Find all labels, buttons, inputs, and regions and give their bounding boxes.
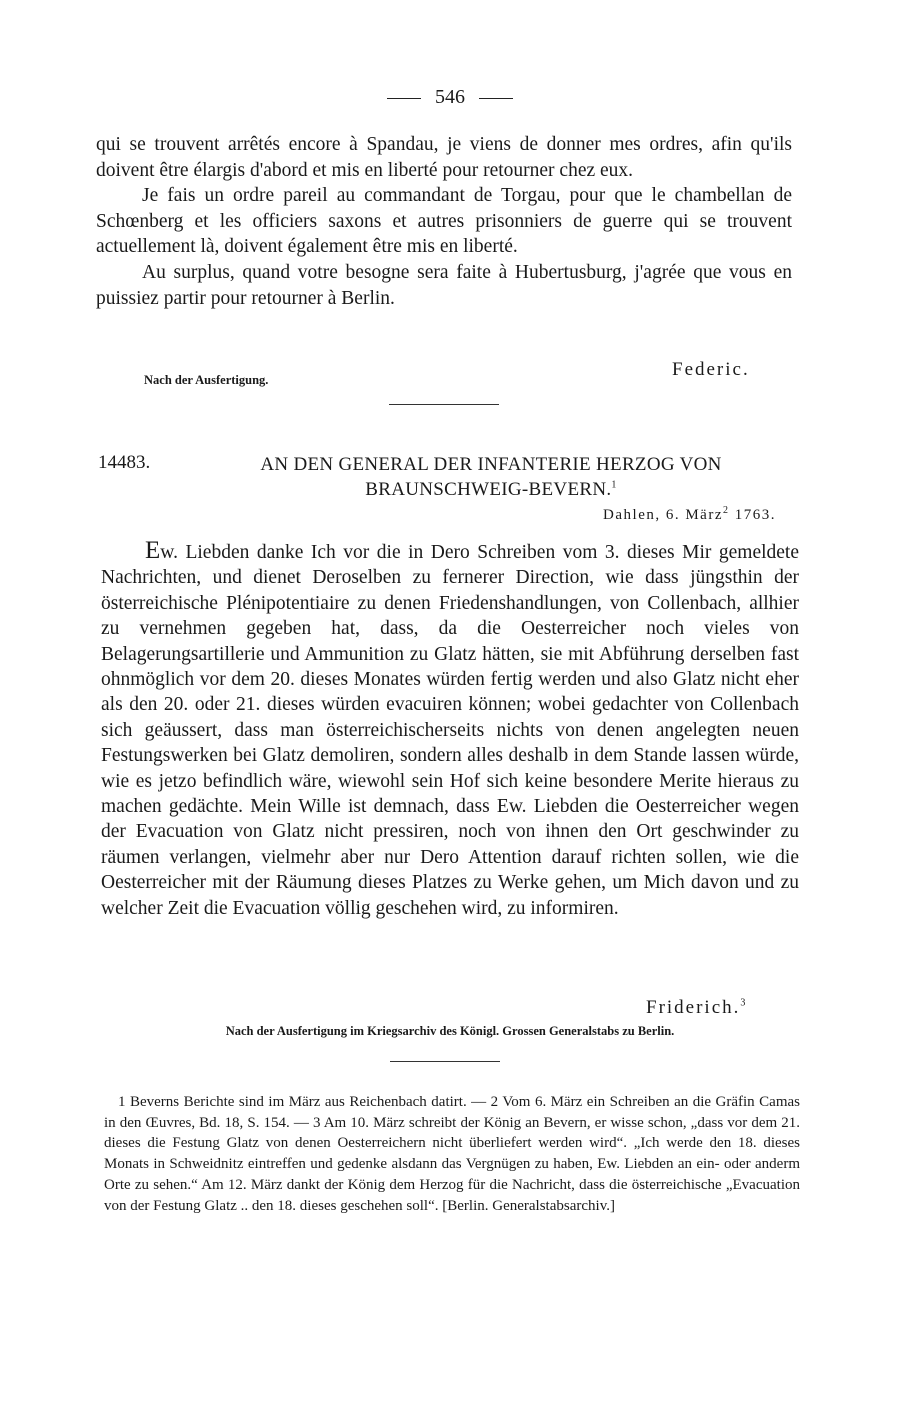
page-number <box>0 86 900 109</box>
footnote-separator <box>390 1061 500 1062</box>
letter1-paragraph: Je fais un ordre pareil au commandant de Torgau, pour que le chambellan de Schœnberg et les officiers saxons et autres prisonniers de guerre qui se trouvent actuellement là, doivent également être mis en liberté. <box>96 185 792 258</box>
footnotes <box>104 1092 800 1216</box>
dateline-place-date: Dahlen, 6. März <box>603 507 723 523</box>
letter2-body <box>101 538 799 921</box>
page-number-dash-left <box>387 98 421 99</box>
footnote-ref-2: 2 <box>723 505 730 516</box>
letter2-signature-text: Friderich. <box>646 997 741 1018</box>
letter2-body-text: w. Liebden danke Ich vor die in Dero Schreiben vom 3. dieses Mir gemeldete Nachrichten, und dienet Deroselben zu fernerer Direction, wie dass jüngsthin der österreichische Plénipotentiaire zu denen Friedenshandlungen, von Collenbach, allhier zu vernehmen gegeben hat, dass, da die Oesterreicher noch vieles von Belagerungsartillerie und Ammunition zu Glatz hätten, sie mit Abführung derselben fast ohnmöglich vor dem 20. dieses Monates würden fertig werden und also Glatz nicht eher als den 20. oder 21. dieses würden evacuiren können; wobei gedachter von Collenbach sich geäussert, dass man österreichischerseits nichts von denen angelegten neuen Festungswerken bei Glatz demoliren, sondern alles deshalb in dem Stande lassen würde, wie es jetzo befindlich wäre, wiewohl sein Hof sich keine besondere Merite hieraus zu machen gedächte. Mein Wille ist demnach, dass Ew. Liebden die Oesterreicher wegen der Evacuation von Glatz nicht pressiren, noch von ihnen den Ort geschwinder zu räumen verlangen, vielmehr aber nur Dero Attention darauf richten sollen, wie die Oesterreicher mit der Räumung dieses Platzes zu Werke gehen, um Mich davon und zu welcher Zeit die Evacuation völlig geschehen wird, zu informiren. <box>101 542 799 919</box>
dateline <box>603 507 776 524</box>
page-number-value: 546 <box>435 86 465 108</box>
drop-cap: E <box>145 537 161 564</box>
letter-heading <box>188 452 794 502</box>
letter-number: 14483. <box>98 452 151 473</box>
page-number-dash-right <box>479 98 513 99</box>
letter1-text <box>96 132 792 311</box>
letter2-signature <box>646 997 747 1019</box>
dateline-year: 1763. <box>734 507 776 523</box>
separator-rule <box>389 404 499 405</box>
footnote-ref-3: 3 <box>740 997 748 1009</box>
letter1-source-note: Nach der Ausfertigung. <box>144 373 269 387</box>
letter1-signature: Federic. <box>672 359 750 380</box>
letter2-paragraph <box>101 538 799 921</box>
footnotes-text: 1 Beverns Berichte sind im März aus Reichenbach datirt. — 2 Vom 6. März ein Schreiben an die Gräfin Camas in den Œuvres, Bd. 18, S. 154. — 3 Am 10. März schreibt der König an Bevern, er wisse schon, „dass vor dem 21. dieses die Festung Glatz von denen Oesterreichern nicht überliefert werden wird“. „Ich werde den 18. dieses Monats in Schweidnitz eintreffen und gedenke alsdann das Vergnügen zu haben, Ew. Liebden an ein- oder anderm Orte zu sehen.“ Am 12. März dankt der König dem Herzog für die Nachricht, dass die österreichische „Evacuation von der Festung Glatz .. den 18. dieses geschehen soll“. [Berlin. Generalstabsarchiv.] <box>104 1094 800 1214</box>
letter-heading-title: AN DEN GENERAL DER INFANTERIE HERZOG VON BRAUNSCHWEIG-BEVERN. <box>260 454 722 500</box>
letter1-paragraph: Au surplus, quand votre besogne sera faite à Hubertusburg, j'agrée que vous en puissiez partir pour retourner à Berlin. <box>96 261 792 309</box>
footnote-ref-1: 1 <box>611 479 617 491</box>
letter1-paragraph: qui se trouvent arrêtés encore à Spandau, je viens de donner mes ordres, afin qu'ils doivent être élargis d'abord et mis en liberté pour retourner chez eux. <box>96 134 792 181</box>
letter2-source-note: Nach der Ausfertigung im Kriegsarchiv des Königl. Grossen Generalstabs zu Berlin. <box>225 1024 675 1038</box>
